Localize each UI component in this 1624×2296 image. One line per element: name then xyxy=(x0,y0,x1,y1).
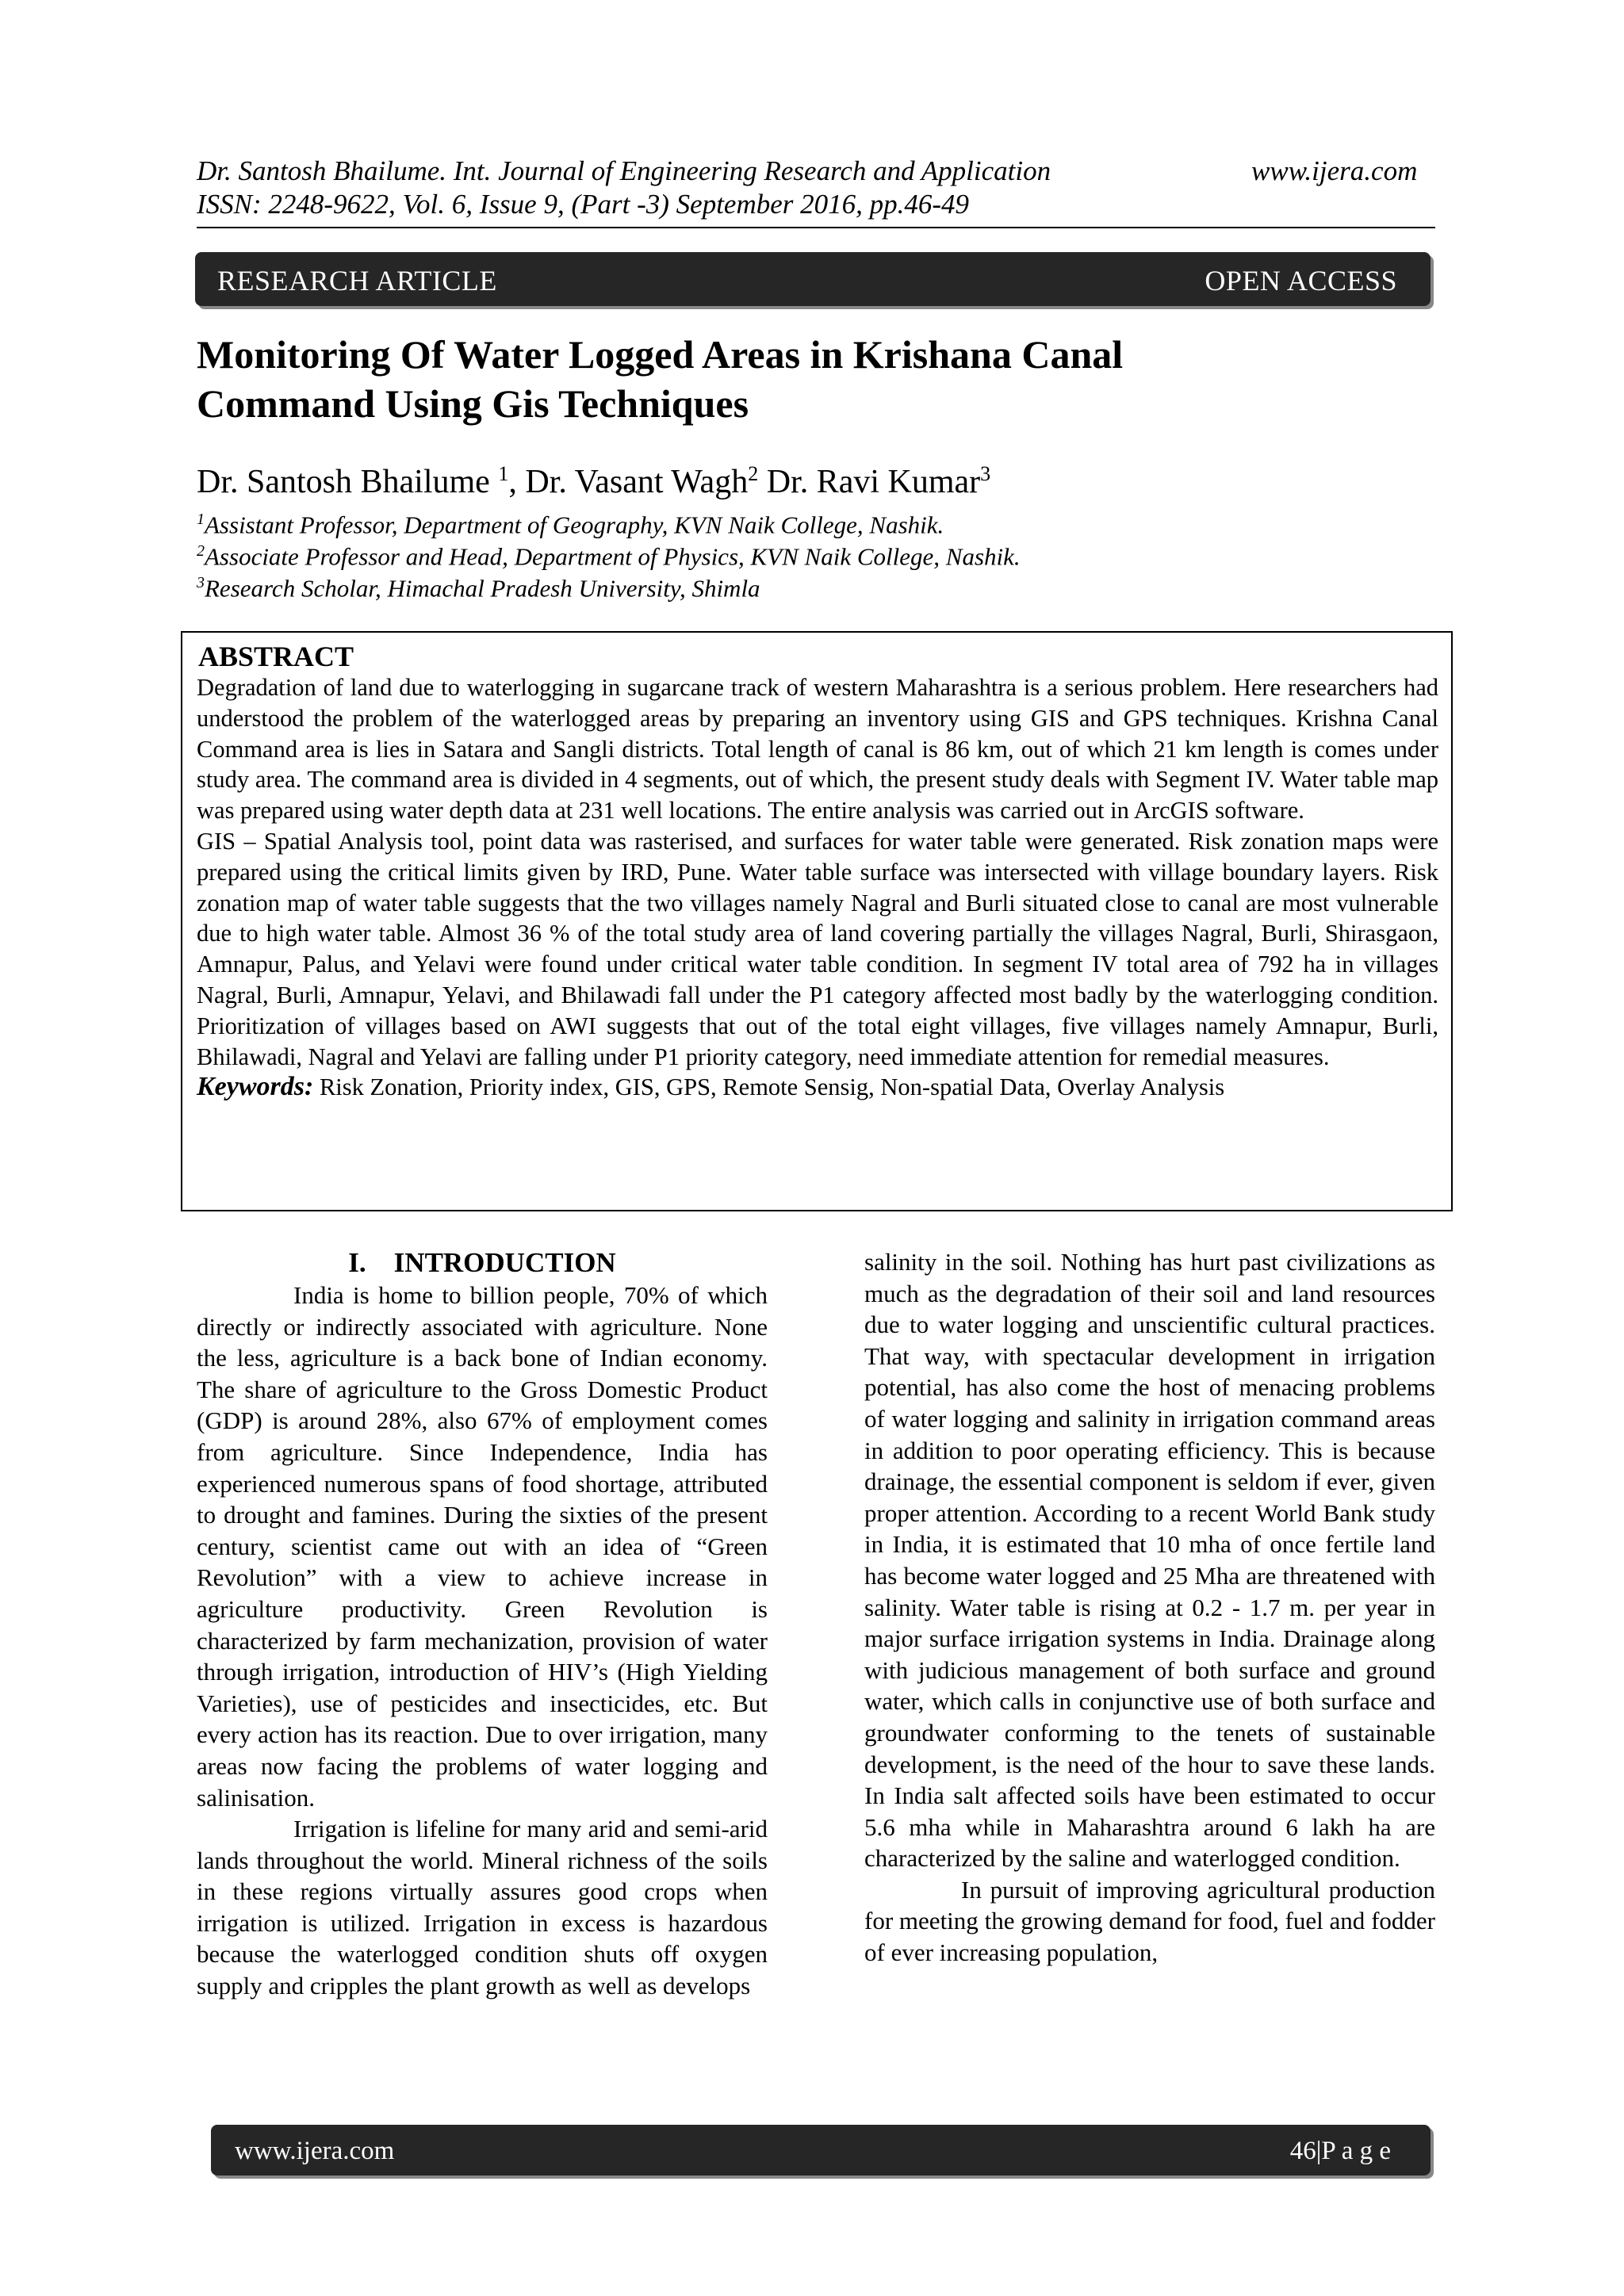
abstract-paragraph-1: Degradation of land due to waterlogging in sugarcane track of western Maharashtra is a serious problem. Here researchers had understood the problem of the waterlogged areas by preparing an inventory using GIS and GPS techniques. Krishna Canal Command area is lies in Satara and Sangli districts. Total length of canal is 86 km, out of which 21 km length is comes under study area. The command area is divided in 4 segments, out of which, the present study deals with Segment IV. Water table map was prepared using water depth data at 231 well locations. The entire analysis was carried out in ArcGIS software. xyxy=(197,674,1438,825)
intro-paragraph-4: In pursuit of improving agricultural production for meeting the growing demand for food, fuel and fodder of ever increasing population, xyxy=(864,1875,1435,1967)
intro-paragraph-2: Irrigation is lifeline for many arid and semi-arid lands throughout the world. Mineral richness of the soils in these regions virtually assures good crops when irrigation is utilized. Irrigation in excess is hazardous because the waterlogged condition shuts off oxygen supply and cripples the plant growth as well as develops xyxy=(197,1815,768,2000)
abstract-body xyxy=(197,672,1438,1103)
author-3-mark: 3 xyxy=(980,462,991,485)
keywords xyxy=(197,1072,1438,1103)
intro-paragraph-3: salinity in the soil. Nothing has hurt past civilizations as much as the degradation of their soil and land resources due to water logging and unscientific cultural practices. That way, with spectacular development in irrigation potential, has also come the host of menacing problems of water logging and salinity in irrigation command areas in addition to poor operating efficiency. This is because drainage, the essential component is seldom if ever, given proper attention. According to a recent World Bank study in India, it is estimated that 10 mha of once fertile land has become water logged and 25 Mha are threatened with salinity. Water table is rising at 0.2 - 1.7 m. per year in major surface irrigation systems in India. Drainage along with judicious management of both surface and ground water, which calls in conjunctive use of both surface and groundwater conforming to the tenets of sustainable development, is the need of the hour to save these lands. In India salt affected soils have been estimated to occur 5.6 mha while in Maharashtra around 6 lakh ha are characterized by the saline and waterlogged condition. xyxy=(864,1248,1435,1873)
abstract-paragraph-2: GIS – Spatial Analysis tool, point data was rasterised, and surfaces for water table were generated. Risk zonation maps were prepared using the critical limits given by IRD, Pune. Water table surface was intersected with village boundary layers. Risk zonation map of water table suggests that the two villages namely Nagral and Burli situated close to canal are most vulnerable due to high water table. Almost 36 % of the total study area of land covering partially the villages Nagral, Burli, Shirasgaon, Amnapur, Palus, and Yelavi were found under critical water table condition. In segment IV total area of 792 ha in villages Nagral, Burli, Amnapur, Yelavi, and Bhilawadi fall under the P1 category affected most badly by the waterlogging condition. Prioritization of villages based on AWI suggests that out of the total eight villages, five villages namely Amnapur, Burli, Bhilawadi, Nagral and Yelavi are falling under P1 priority category, need immediate attention for remedial measures. xyxy=(197,827,1438,1070)
keywords-text: Risk Zonation, Priority index, GIS, GPS, Remote Sensig, Non-spatial Data, Overlay Analysis xyxy=(313,1073,1225,1101)
affiliation-1-mark: 1 xyxy=(197,511,205,528)
intro-paragraph-1: India is home to billion people, 70% of which directly or indirectly associated with agriculture. None the less, agriculture is a back bone of Indian economy. The share of agriculture to the Gross Domestic Product (GDP) is around 28%, also 67% of employment comes from agriculture. Since Independence, India has experienced numerous spans of food shortage, attributed to drought and famines. During the sixties of the present century, scientist came out with an idea of “Green Revolution” with a view to achieve increase in agriculture productivity. Green Revolution is characterized by farm mechanization, provision of water through irrigation, introduction of HIV’s (High Yielding Varieties), use of pesticides and insecticides, etc. But every action has its reaction. Due to over irrigation, many areas now facing the problems of water logging and salinisation. xyxy=(197,1281,768,1812)
journal-citation: Dr. Santosh Bhailume. Int. Journal of Engineering Research and Application xyxy=(197,155,1051,186)
right-column xyxy=(864,1246,1435,1969)
issn-line: ISSN: 2248-9622, Vol. 6, Issue 9, (Part -3) September 2016, pp.46-49 xyxy=(197,189,970,220)
affiliation-3-text: Research Scholar, Himachal Pradesh University, Shimla xyxy=(205,574,760,603)
paper-title xyxy=(197,330,1123,428)
page-footer xyxy=(211,2125,1431,2175)
author-2: , Dr. Vasant Wagh xyxy=(508,464,749,500)
header-rule xyxy=(197,227,1435,228)
affiliation-2 xyxy=(197,536,1021,572)
open-access-label: OPEN ACCESS xyxy=(1205,265,1397,297)
introduction-heading: I. INTRODUCTION xyxy=(348,1247,616,1278)
affiliation-3-mark: 3 xyxy=(197,574,205,591)
author-2-mark: 2 xyxy=(748,462,759,485)
title-line-1: Monitoring Of Water Logged Areas in Krishana Canal xyxy=(197,332,1124,377)
affiliation-2-text: Associate Professor and Head, Department of Physics, KVN Naik College, Nashik. xyxy=(205,542,1021,571)
affiliation-2-mark: 2 xyxy=(197,542,205,560)
author-3: Dr. Ravi Kumar xyxy=(758,464,981,500)
keywords-label: Keywords: xyxy=(197,1072,314,1102)
title-line-2: Command Using Gis Techniques xyxy=(197,381,749,426)
abstract-heading: ABSTRACT xyxy=(198,641,354,672)
abstract-box xyxy=(181,631,1453,1211)
footer-website[interactable]: www.ijera.com xyxy=(235,2137,395,2165)
author-1-mark: 1 xyxy=(498,462,509,485)
research-article-label: RESEARCH ARTICLE xyxy=(217,265,497,297)
affiliation-1 xyxy=(197,504,944,540)
author-list xyxy=(197,453,990,503)
left-column xyxy=(197,1246,768,2002)
article-type-banner xyxy=(195,252,1431,306)
journal-website[interactable]: www.ijera.com xyxy=(1251,155,1418,186)
author-1: Dr. Santosh Bhailume xyxy=(197,464,499,500)
page-number: 46|P a g e xyxy=(1289,2137,1391,2165)
affiliation-3 xyxy=(197,568,760,603)
affiliation-1-text: Assistant Professor, Department of Geography, KVN Naik College, Nashik. xyxy=(205,511,944,539)
